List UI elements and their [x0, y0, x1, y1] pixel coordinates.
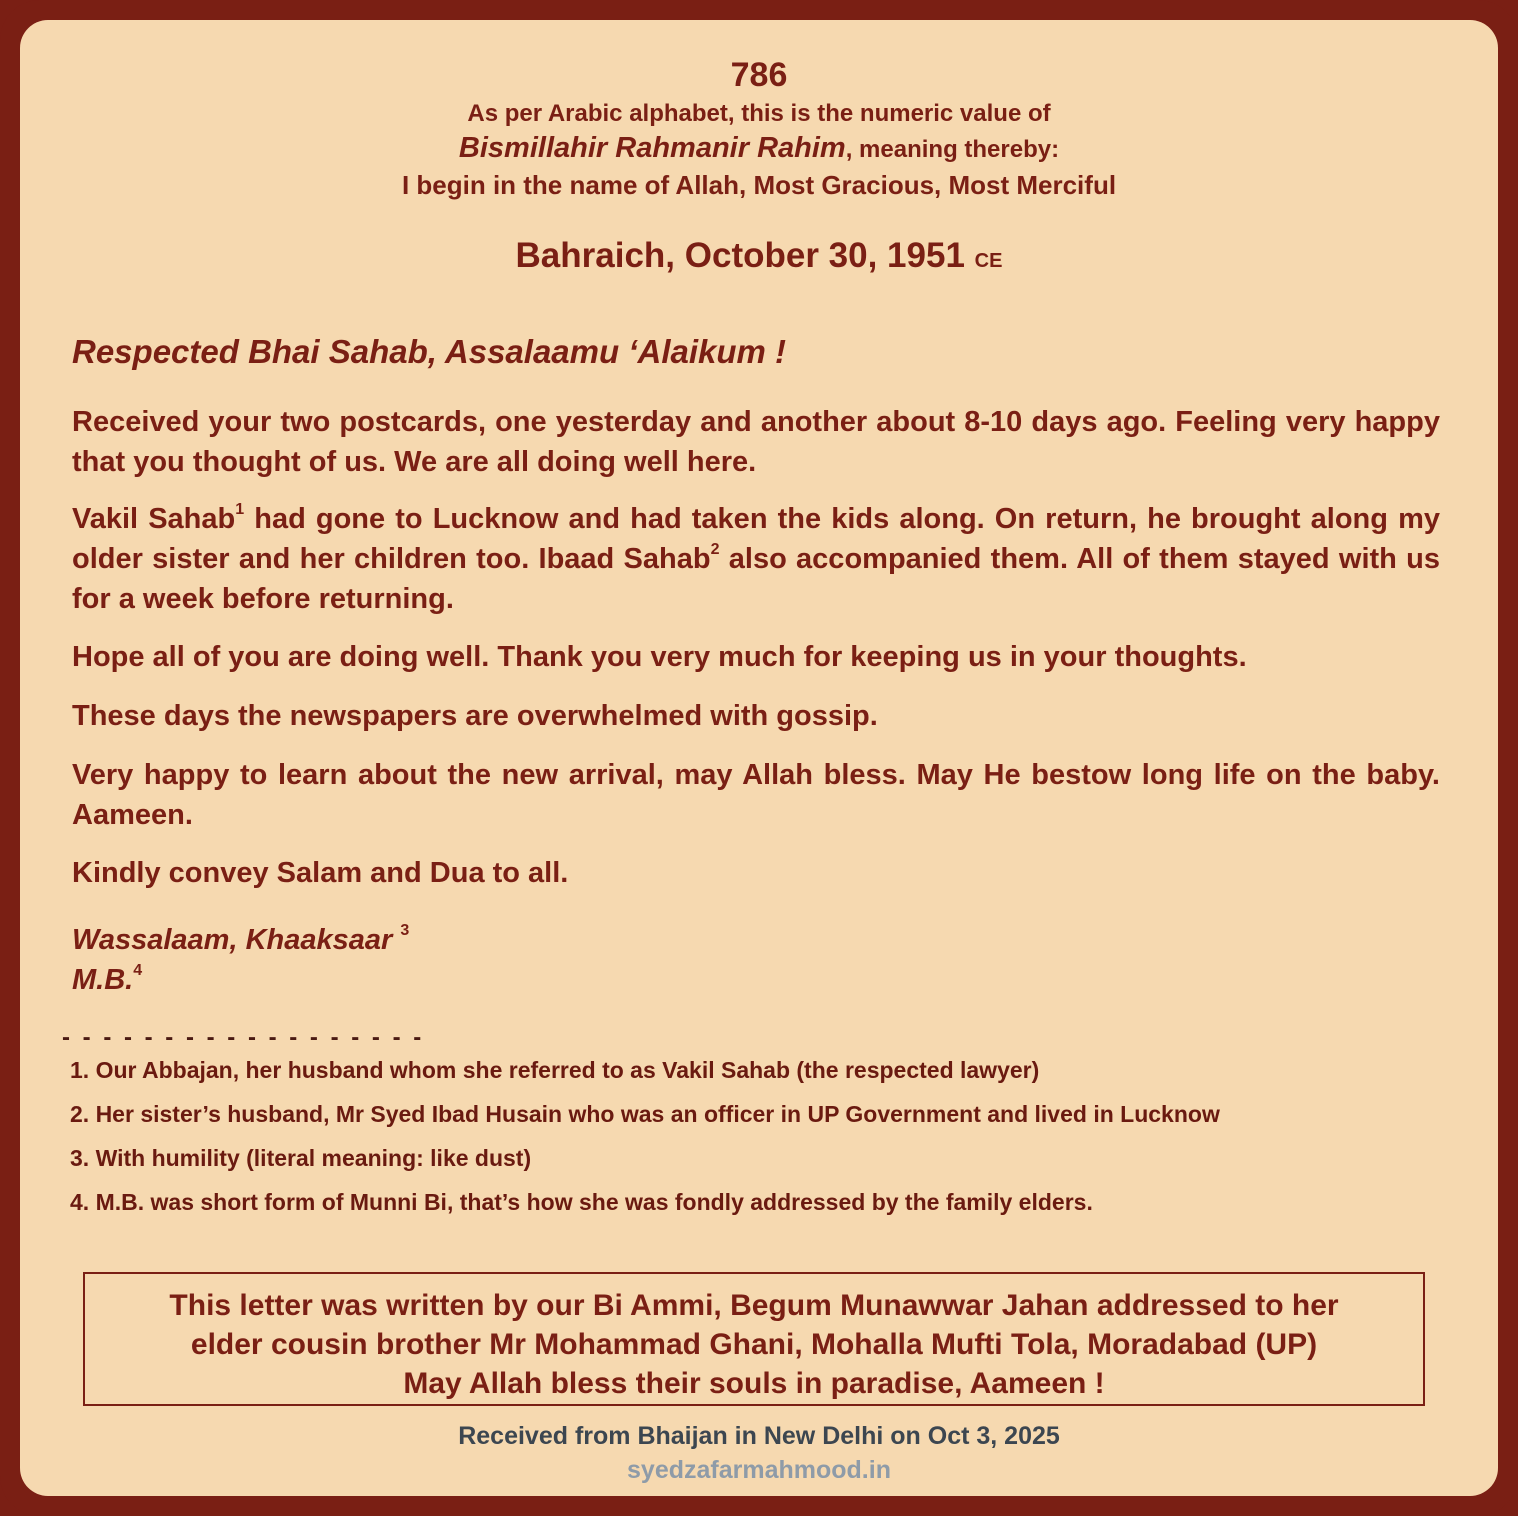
footnote-ref-3: 3 [400, 922, 410, 939]
paragraph-6: Kindly convey Salam and Dua to all. [72, 857, 569, 889]
footnote-ref-4: 4 [133, 962, 143, 979]
paragraph-2-part-c: also accompanied them. All of them stayed with us for a week before returning. [72, 543, 1440, 615]
paragraph-4: These days the newspapers are overwhelmed with gossip. [72, 700, 878, 732]
paragraph-2-part-a: Vakil Sahab [72, 503, 236, 535]
letter-page [20, 20, 1498, 1496]
dedication-line-3: May Allah bless their souls in paradise, Aameen ! [403, 1367, 1105, 1400]
footnote-4: 4. M.B. was short form of Munni Bi, that’s how she was fondly addressed by the family elders. [70, 1189, 1093, 1215]
footnote-1: 1. Our Abbajan, her husband whom she referred to as Vakil Sahab (the respected lawyer) [70, 1057, 1040, 1083]
header-line-1: As per Arabic alphabet, this is the numeric value of [467, 100, 1051, 127]
website-link[interactable]: syedzafarmahmood.in [627, 1456, 891, 1484]
closing-line [72, 920, 409, 960]
header-number: 786 [730, 56, 788, 94]
paragraph-5: Very happy to learn about the new arrival, may Allah bless. May He bestow long life on the baby. Aameen. [72, 759, 1440, 831]
dedication-line-2: elder cousin brother Mr Mohammad Ghani, Mohalla Mufti Tola, Moradabad (UP) [190, 1328, 1318, 1361]
received-note: Received from Bhaijan in New Delhi on Oct 3, 2025 [458, 1422, 1060, 1450]
footnote-2: 2. Her sister’s husband, Mr Syed Ibad Husain who was an officer in UP Government and lived in Lucknow [70, 1101, 1220, 1127]
signature-text: M.B. [72, 964, 134, 996]
paragraph-2 [72, 499, 1440, 619]
dedication-box [83, 1272, 1425, 1406]
signature [72, 960, 409, 1000]
header-line-3: I begin in the name of Allah, Most Gracious, Most Merciful [401, 170, 1117, 200]
paragraph-2-part-b: had gone to Lucknow and had taken the kids along. On return, he brought along my older sister and her children too. Ibaad Sahab [72, 503, 1440, 575]
paragraph-1: Received your two postcards, one yesterday and another about 8-10 days ago. Feeling very happy that you thought of us. We are all doing well here. [72, 406, 1440, 478]
footnote-ref-1: 1 [235, 501, 245, 518]
header-meaning: , meaning thereby: [845, 136, 1060, 163]
dateline-era: CE [974, 250, 1003, 272]
footnote-divider: - - - - - - - - - - - - - - - - - - [62, 1024, 425, 1051]
footnote-3: 3. With humility (literal meaning: like dust) [70, 1145, 532, 1171]
header-line-2 [20, 132, 1498, 165]
closing-text: Wassalaam, Khaaksaar [72, 924, 393, 956]
header-bismillah: Bismillahir Rahmanir Rahim [458, 132, 846, 164]
salutation: Respected Bhai Sahab, Assalaamu ‘Alaikum ! [72, 333, 787, 370]
closing [72, 920, 409, 1000]
paragraph-3: Hope all of you are doing well. Thank you very much for keeping us in your thoughts. [72, 641, 1247, 673]
dateline [20, 236, 1498, 276]
dateline-text: Bahraich, October 30, 1951 [515, 236, 965, 275]
footnote-ref-2: 2 [710, 541, 720, 558]
dedication-line-1: This letter was written by our Bi Ammi, Begum Munawwar Jahan addressed to her [169, 1289, 1339, 1322]
